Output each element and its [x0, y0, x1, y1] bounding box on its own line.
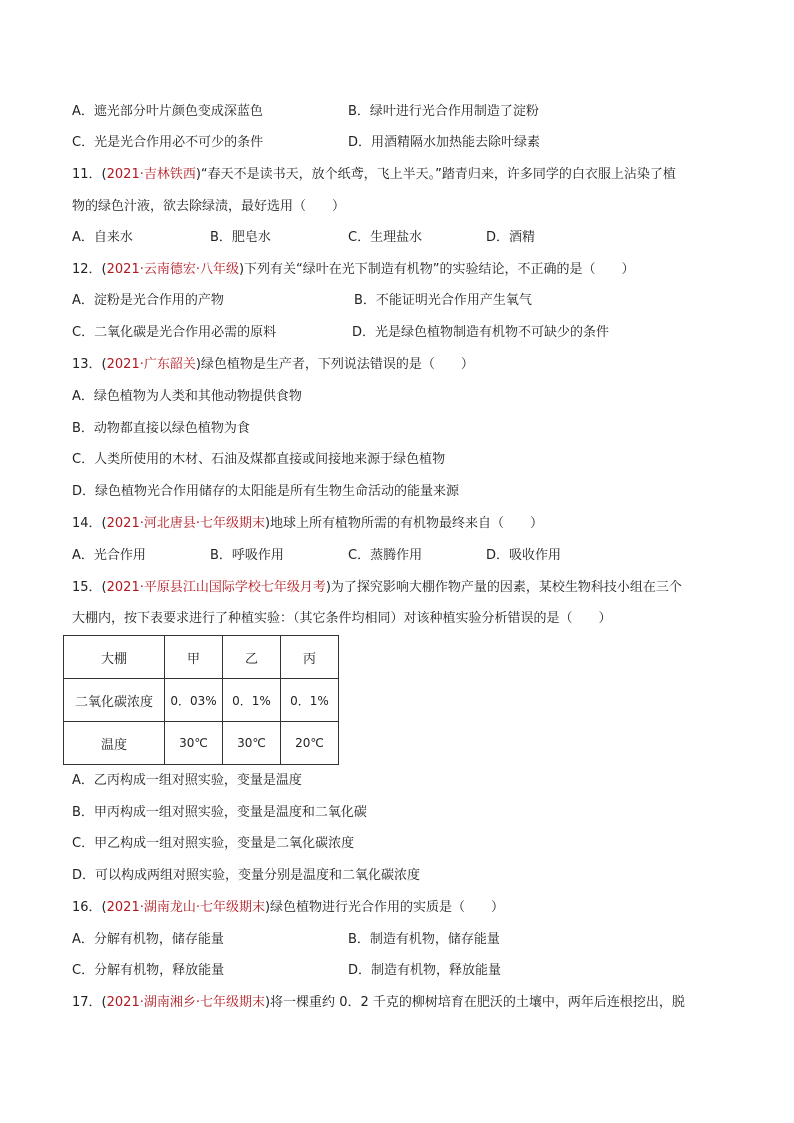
q17-source: 2021·湖南湘乡·七年级期末 [106, 995, 265, 1010]
q16-stem-line-1 [72, 898, 504, 918]
q14-option-a: A．光合作用 [72, 548, 146, 563]
table-header-cell: 大棚 [64, 636, 165, 679]
q16-option-a: A．分解有机物，储存能量 [72, 932, 224, 947]
q16-stem: )绿色植物进行光合作用的实质是（ ） [264, 900, 505, 915]
q16-option-b: B．制造有机物，储存能量 [348, 932, 500, 947]
q11-option-c: C．生理盐水 [348, 230, 423, 245]
q12-option-b: B．不能证明光合作用产生氧气 [354, 293, 532, 308]
q12-source: 2021·云南德宏·八年级 [106, 262, 239, 277]
q12-option-c: C．二氧化碳是光合作用必需的原料 [72, 325, 277, 340]
q13-option-c: C．人类所使用的木材、石油及煤都直接或间接地来源于绿色植物 [72, 452, 446, 467]
table-cell: 20℃ [281, 722, 339, 765]
q10-option-c: C．光是光合作用必不可少的条件 [72, 135, 264, 150]
q13-option-a: A．绿色植物为人类和其他动物提供食物 [72, 389, 302, 404]
q14-source: 2021·河北唐县·七年级期末 [106, 516, 265, 531]
q17-stem: )将一棵重约 0．2 千克的柳树培育在肥沃的土壤中，两年后连根挖出，脱 [264, 995, 685, 1010]
table-cell: 30℃ [223, 722, 281, 765]
q11-stem-line-1 [72, 165, 676, 185]
q13-option-d: D．绿色植物光合作用储存的太阳能是所有生物生命活动的能量来源 [72, 484, 460, 499]
table-header-cell: 乙 [223, 636, 281, 679]
q16-source: 2021·湖南龙山·七年级期末 [106, 900, 265, 915]
q11-number: 11．( [72, 167, 107, 182]
table-cell: 0．03% [165, 679, 223, 722]
q15-option-d: D．可以构成两组对照实验，变量分别是温度和二氧化碳浓度 [72, 868, 421, 883]
table-cell: 30℃ [165, 722, 223, 765]
q12-stem-line-1 [72, 260, 635, 280]
q12-number: 12．( [72, 262, 107, 277]
q13-option-b: B．动物都直接以绿色植物为食 [72, 421, 250, 436]
q13-stem-line-1 [72, 355, 474, 375]
q13-source: 2021·广东韶关 [106, 357, 196, 372]
q14-stem-line-1 [72, 514, 543, 534]
q15-source: 2021·平原县江山国际学校七年级月考 [106, 580, 326, 595]
q11-option-a: A．自来水 [72, 230, 133, 245]
q15-number: 15．( [72, 580, 107, 595]
q14-number: 14．( [72, 516, 107, 531]
q15-stem: )为了探究影响大棚作物产量的因素，某校生物科技小组在三个 [325, 580, 682, 595]
table-cell: 温度 [64, 722, 165, 765]
q11-stem-line-2: 物的绿色汁液，欲去除绿渍，最好选用（ ） [72, 199, 346, 214]
q16-option-c: C．分解有机物，释放能量 [72, 963, 225, 978]
q16-option-d: D．制造有机物，释放能量 [348, 963, 502, 978]
q11-option-b: B．肥皂水 [210, 230, 271, 245]
q11-stem: )“春天不是读书天，放个纸鸢，飞上半天。”踏青归来，许多同学的白衣服上沾染了植 [195, 167, 676, 182]
q16-number: 16．( [72, 900, 107, 915]
q17-number: 17．( [72, 995, 107, 1010]
q14-stem: )地球上所有植物所需的有机物最终来自（ ） [264, 516, 544, 531]
table-row [64, 679, 339, 722]
q12-option-d: D．光是绿色植物制造有机物不可缺少的条件 [352, 325, 610, 340]
q14-option-c: C．蒸腾作用 [348, 548, 423, 563]
q10-option-b: B．绿叶进行光合作用制造了淀粉 [348, 104, 539, 119]
q12-option-a: A．淀粉是光合作用的产物 [72, 293, 224, 308]
q15-option-c: C．甲乙构成一组对照实验，变量是二氧化碳浓度 [72, 836, 355, 851]
q14-option-b: B．呼吸作用 [210, 548, 284, 563]
q13-stem: )绿色植物是生产者，下列说法错误的是（ ） [195, 357, 474, 372]
table-header-row [64, 636, 339, 679]
q15-option-a: A．乙丙构成一组对照实验，变量是温度 [72, 773, 302, 788]
q10-option-a: A．遮光部分叶片颜色变成深蓝色 [72, 104, 263, 119]
table-header-cell: 甲 [165, 636, 223, 679]
q15-option-b: B．甲丙构成一组对照实验，变量是温度和二氧化碳 [72, 805, 367, 820]
table-cell: 二氧化碳浓度 [64, 679, 165, 722]
q12-stem: )下列有关“绿叶在光下制造有机物”的实验结论，不正确的是（ ） [238, 262, 635, 277]
q15-stem-line-2: 大棚内，按下表要求进行了种植实验：（其它条件均相同）对该种植实验分析错误的是（ ） [72, 611, 612, 626]
table-cell: 0．1% [281, 679, 339, 722]
q17-stem-line-1 [72, 993, 685, 1013]
table-header-cell: 丙 [281, 636, 339, 679]
table-cell: 0．1% [223, 679, 281, 722]
q11-option-d: D．酒精 [486, 230, 536, 245]
q14-option-d: D．吸收作用 [486, 548, 562, 563]
q13-number: 13．( [72, 357, 107, 372]
q15-stem-line-1 [72, 578, 682, 598]
q10-option-d: D．用酒精隔水加热能去除叶绿素 [348, 135, 541, 150]
q15-experiment-table [63, 635, 339, 765]
q11-source: 2021·吉林铁西 [106, 167, 196, 182]
table-row [64, 722, 339, 765]
